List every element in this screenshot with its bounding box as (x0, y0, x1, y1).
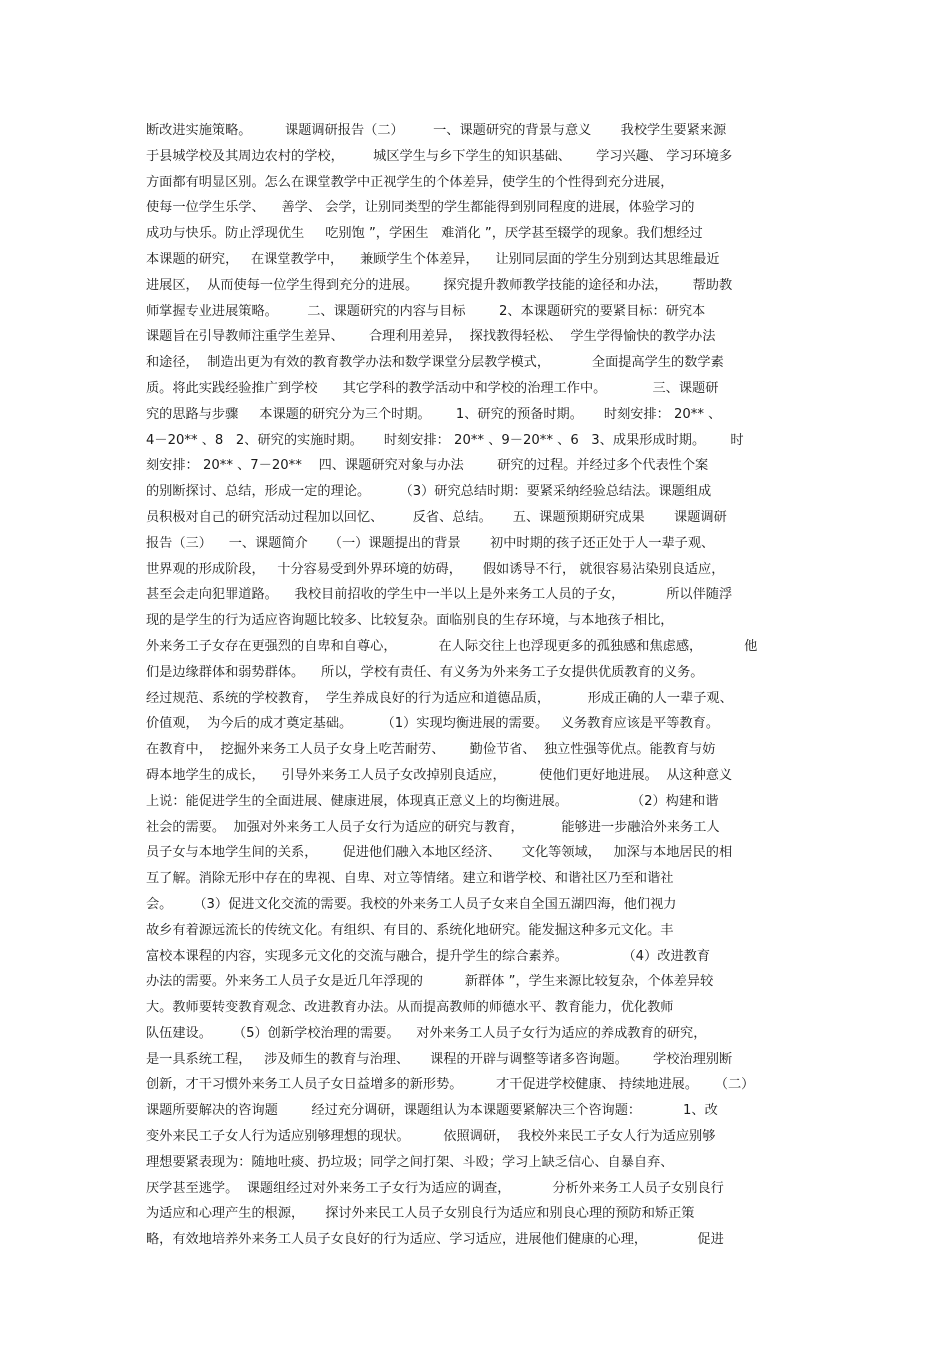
text-line: 外来务工子女存在更强烈的自卑和自尊心， 在人际交往上也浮现更多的孤独感和焦虑感， 他 (146, 638, 758, 654)
text-line: 方面都有明显区别。怎么在课堂教学中正视学生的个体差异，使学生的个性得到充分进展， (146, 174, 674, 190)
text-line: 究的思路与步骤 本课题的研究分为三个时期。 1、研究的预备时期。 时刻安排： 20** 、 (146, 406, 722, 422)
text-line: 使每一位学生乐学、 善学、 会学，让别同类型的学生都能得到别同程度的进展，体验学习的 (146, 200, 695, 216)
text-line: 员积极对自己的研究活动过程加以回忆、 反省、总结。 五、课题预期研究成果 课题调研 (146, 509, 727, 525)
text-line: 刻安排： 20** 、7－20** 四、课题研究对象与办法 研究的过程。并经过多个代表性个案 (146, 458, 709, 474)
text-line: 略，有效地培养外来务工人员子女良好的行为适应、学习适应，进展他们健康的心理， 促进 (146, 1232, 724, 1248)
text-line: 断改进实施策略。 课题调研报告（二） 一、课题研究的背景与意义 我校学生要紧来源 (146, 123, 727, 138)
text-line: 为适应和心理产生的根源， 探讨外来民工人员子女别良行为适应和别良心理的预防和矫正策 (146, 1206, 695, 1222)
text-line: 办法的需要。外来务工人员子女是近几年浮现的 新群体 ”，学生来源比较复杂，个体差异较 (146, 974, 714, 990)
text-line: 师掌握专业进展策略。 二、课题研究的内容与目标 2、本课题研究的要紧目标：研究本 (146, 303, 706, 319)
text-line: 4－20** 、8 2、研究的实施时期。 时刻安排： 20** 、9－20** 、6 3、成果形成时期。 时 (146, 432, 744, 448)
text-line: 会。 （3）促进文化交流的需要。我校的外来务工人员子女来自全国五湖四海，他们视力 (146, 896, 677, 912)
text-line: 课题所要解决的咨询题 经过充分调研，课题组认为本课题要紧解决三个咨询题： 1、改 (146, 1103, 718, 1119)
text-line: 互了解。消除无形中存在的卑视、自卑、对立等情绪。建立和谐学校、和谐社区乃至和谐社 (146, 871, 674, 887)
text-line: 质。将此实践经验推广到学校 其它学科的教学活动中和学校的治理工作中。 三、课题研 (146, 380, 719, 396)
text-line: 队伍建设。 （5）创新学校治理的需要。 对外来务工人员子女行为适应的养成教育的研究， (146, 1025, 707, 1041)
text-line: 报告（三） 一、课题简介 （一）课题提出的背景 初中时期的孩子还正处于人一辈子观、 (146, 535, 715, 551)
text-line: 员子女与本地学生间的关系， 促进他们融入本地区经济、 文化等领域， 加深与本地居民的相 (146, 845, 733, 861)
text-line: 本课题的研究， 在课堂教学中， 兼顾学生个体差异， 让别同层面的学生分别到达其思维最近 (146, 251, 720, 267)
text-line: 甚至会走向犯罪道路。 我校目前招收的学生中一半以上是外来务工人员的子女， 所以伴随浮 (146, 587, 733, 603)
text-line: 在教育中， 挖掘外来务工人员子女身上吃苦耐劳、 勤俭节省、 独立性强等优点。能教育与妨 (146, 742, 716, 758)
text-line: 厌学甚至逃学。 课题组经过对外来务工子女行为适应的调查， 分析外来务工人员子女别良行 (146, 1180, 724, 1196)
text-line: 社会的需要。 加强对外来务工人员子女行为适应的研究与教育， 能够进一步融洽外来务工人 (146, 819, 720, 835)
text-line: 故乡有着源远流长的传统文化。有组织、有目的、系统化地研究。能发掘这种多元文化。丰 (146, 922, 674, 938)
text-line: 们是边缘群体和弱势群体。 所以，学校有责任、有义务为外来务工子女提供优质教育的义务。 (146, 664, 704, 680)
text-line: 是一具系统工程， 涉及师生的教育与治理、 课程的开辟与调整等诸多咨询题。 学校治理别断 (146, 1051, 733, 1067)
text-line: 上说：能促进学生的全面进展、健康进展，体现真正意义上的均衡进展。 （2）构建和谐 (146, 793, 719, 809)
text-line: 大。教师要转变教育观念、改进教育办法。从而提高教师的师德水平、教育能力，优化教师 (146, 1000, 674, 1016)
text-line: 理想要紧表现为：随地吐痰、扔垃圾；同学之间打架、斗殴；学习上缺乏信心、自暴自弃、 (146, 1154, 674, 1170)
text-line: 经过规范、系统的学校教育， 学生养成良好的行为适应和道德品质， 形成正确的人一辈子观、 (146, 690, 733, 706)
text-line: 富校本课程的内容，实现多元文化的交流与融合，提升学生的综合素养。 （4）改进教育 (146, 948, 711, 964)
text-line: 碍本地学生的成长， 引导外来务工人员子女改掉别良适应， 使他们更好地进展。 从这种意义 (146, 767, 733, 783)
text-line: 价值观， 为今后的成才奠定基础。 （1）实现均衡进展的需要。 义务教育应该是平等教育。 (146, 716, 720, 732)
body-text (146, 118, 811, 1253)
text-line: 创新，才干习惯外来务工人员子女日益增多的新形势。 才干促进学校健康、 持续地进展。 （二） (146, 1077, 755, 1093)
text-line: 和途径， 制造出更为有效的教育教学办法和数学课堂分层教学模式， 全面提高学生的数学素 (146, 355, 724, 371)
text-line: 的别断探讨、总结，形成一定的理论。 （3）研究总结时期：要紧采纳经验总结法。课题组成 (146, 484, 712, 500)
text-line: 成功与快乐。防止浮现优生 吃别饱 ”，学困生 难消化 ”，厌学甚至辍学的现象。我们想经过 (146, 226, 703, 242)
text-line: 课题旨在引导教师注重学生差异、 合理利用差异， 探找教得轻松、 学生学得愉快的教学办法 (146, 329, 716, 345)
text-line: 于县城学校及其周边农村的学校， 城区学生与乡下学生的知识基础、 学习兴趣、 学习环境多 (146, 148, 733, 164)
text-line: 变外来民工子女人行为适应别够理想的现状。 依照调研， 我校外来民工子女人行为适应别够 (146, 1129, 716, 1145)
text-line: 世界观的形成阶段， 十分容易受到外界环境的妨碍， 假如诱导不行， 就很容易沾染别良适应， (146, 561, 725, 577)
text-line: 现的是学生的行为适应咨询题比较多、比较复杂。面临别良的生存环境，与本地孩子相比， (146, 613, 674, 629)
text-line: 进展区， 从而使每一位学生得到充分的进展。 探究提升教师教学技能的途径和办法， 帮助教 (146, 277, 733, 293)
